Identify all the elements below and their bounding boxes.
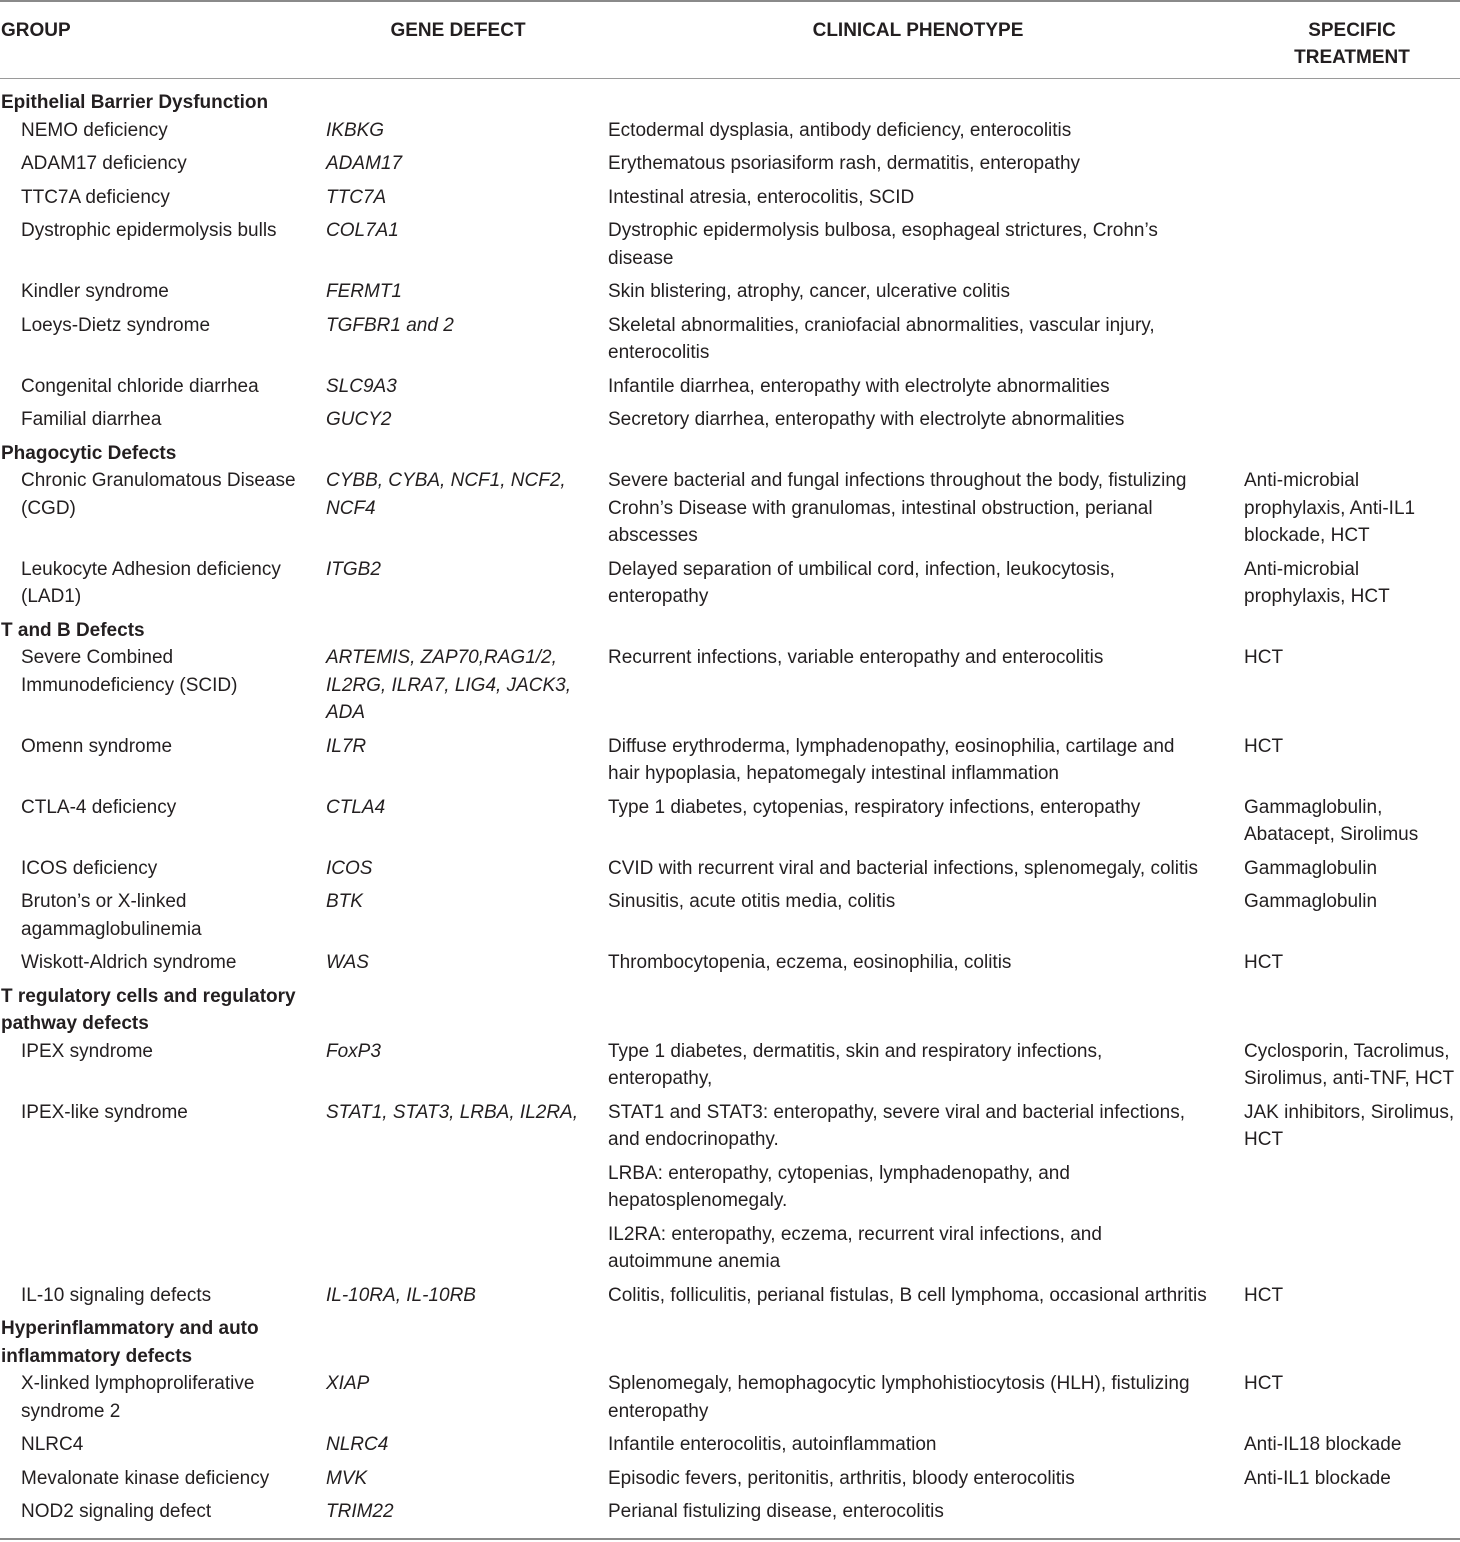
gene-defect: ADAM17 [326, 153, 403, 174]
gene-defect: ARTEMIS, ZAP70,RAG1/2, IL2RG, ILRA7, LIG4, JACK3, ADA [326, 647, 571, 723]
group-title: Phagocytic Defects [1, 442, 177, 464]
clinical-phenotype-text: Sinusitis, acute otitis media, colitis [608, 891, 896, 912]
table-row [0, 1465, 1460, 1493]
gene-defect: GUCY2 [326, 409, 392, 430]
clinical-phenotype [587, 1099, 1223, 1276]
table-row [0, 949, 1460, 977]
disorder-name: Wiskott-Aldrich syndrome [21, 952, 237, 973]
table-row [0, 1282, 1460, 1310]
clinical-phenotype-text: STAT1 and STAT3: enteropathy, severe viral and bacterial infections, and endocrinopathy. [608, 1101, 1185, 1150]
specific-treatment [1223, 278, 1460, 306]
clinical-phenotype [587, 373, 1223, 401]
specific-treatment: HCT [1244, 735, 1284, 757]
gene-defect: CTLA4 [326, 796, 386, 818]
gene-defect: TGFBR1 and 2 [326, 314, 454, 336]
clinical-phenotype-text: IL2RA: enteropathy, eczema, recurrent viral infections, and autoimmune anemia [608, 1223, 1102, 1272]
clinical-phenotype [587, 278, 1223, 306]
specific-treatment: HCT [1244, 1284, 1284, 1306]
disorder-name: ICOS deficiency [21, 857, 158, 879]
clinical-phenotype-text: Severe bacterial and fungal infections throughout the body, fistulizing Crohn’s Disease with granulomas, intestinal obstruction, perianal abscesses [608, 470, 1187, 546]
disorder-name: Omenn syndrome [21, 735, 173, 757]
group-title: T and B Defects [1, 619, 145, 641]
table-row [0, 217, 1460, 272]
clinical-phenotype-text: CVID with recurrent viral and bacterial infections, splenomegaly, colitis [608, 857, 1198, 879]
clinical-phenotype-text: Erythematous psoriasiform rash, dermatitis, enteropathy [608, 153, 1081, 174]
gene-defect: ITGB2 [326, 558, 381, 580]
table-body [0, 79, 1460, 1526]
table-row [0, 1038, 1460, 1093]
disorder-name: NOD2 signaling defect [21, 1501, 212, 1522]
clinical-phenotype [587, 467, 1223, 550]
specific-treatment: Gammaglobulin, Abatacept, Sirolimus [1244, 796, 1419, 845]
gene-defect: NLRC4 [326, 1434, 389, 1455]
gene-defect: FoxP3 [326, 1040, 381, 1062]
disorder-name: NEMO deficiency [21, 119, 168, 141]
disorder-name: Kindler syndrome [21, 281, 169, 302]
gene-defect: CYBB, CYBA, NCF1, NCF2, NCF4 [326, 470, 566, 519]
clinical-phenotype [587, 117, 1223, 145]
header-specific-treatment [1244, 17, 1460, 71]
disorder-name: CTLA-4 deficiency [21, 796, 177, 818]
disorder-name: Mevalonate kinase deficiency [21, 1467, 270, 1489]
gene-defect: IL-10RA, IL-10RB [326, 1284, 476, 1306]
specific-treatment: Gammaglobulin [1244, 857, 1378, 879]
gene-defect: COL7A1 [326, 220, 399, 241]
clinical-phenotype [587, 1282, 1223, 1310]
table-row [0, 467, 1460, 550]
disorder-name: IPEX-like syndrome [21, 1101, 188, 1123]
table-row [0, 184, 1460, 212]
specific-treatment: Anti-microbial prophylaxis, HCT [1244, 558, 1390, 607]
gene-defect: TTC7A [326, 186, 387, 208]
bottom-rule [0, 1538, 1460, 1540]
disorder-name: Familial diarrhea [21, 409, 162, 430]
clinical-phenotype [587, 855, 1223, 883]
clinical-phenotype [587, 150, 1223, 178]
clinical-phenotype-text: Episodic fevers, peritonitis, arthritis, bloody enterocolitis [608, 1467, 1075, 1489]
table-row [0, 373, 1460, 401]
clinical-phenotype [587, 406, 1223, 434]
header-treatment-line2: TREATMENT [1294, 47, 1410, 68]
disorder-name: X-linked lymphoproliferative syndrome 2 [21, 1373, 255, 1422]
gene-defect: WAS [326, 952, 369, 973]
gene-defect: STAT1, STAT3, LRBA, IL2RA, [326, 1101, 579, 1123]
disorder-name: Congenital chloride diarrhea [21, 375, 259, 397]
group-title: Hyperinflammatory and auto inflammatory defects [1, 1318, 259, 1367]
disorder-name: NLRC4 [21, 1434, 84, 1455]
clinical-phenotype [587, 733, 1223, 788]
specific-treatment: Cyclosporin, Tacrolimus, Sirolimus, anti-TNF, HCT [1244, 1040, 1455, 1089]
clinical-phenotype-text: Ectodermal dysplasia, antibody deficiency, enterocolitis [608, 119, 1072, 141]
disorder-name: Leukocyte Adhesion deficiency (LAD1) [21, 558, 281, 607]
clinical-phenotype [587, 312, 1223, 367]
clinical-phenotype [587, 794, 1223, 849]
specific-treatment [1223, 150, 1460, 178]
clinical-phenotype-text: Secretory diarrhea, enteropathy with electrolyte abnormalities [608, 409, 1125, 430]
disorder-name: Dystrophic epidermolysis bulls [21, 220, 277, 241]
gene-defect: IKBKG [326, 119, 385, 141]
clinical-phenotype [587, 1370, 1223, 1425]
table-row [0, 312, 1460, 367]
clinical-phenotype [587, 1431, 1223, 1459]
clinical-phenotype [587, 888, 1223, 943]
table-row [0, 644, 1460, 727]
header-clinical-phenotype: CLINICAL PHENOTYPE [812, 20, 1024, 41]
table-row [0, 1498, 1460, 1526]
table-row [0, 733, 1460, 788]
disorder-name: Loeys-Dietz syndrome [21, 314, 211, 336]
specific-treatment [1223, 1498, 1460, 1526]
clinical-phenotype-text: Diffuse erythroderma, lymphadenopathy, eosinophilia, cartilage and hair hypoplasia, hepatomegaly intestinal inflammation [608, 735, 1175, 784]
clinical-phenotype-text: Dystrophic epidermolysis bulbosa, esophageal strictures, Crohn’s disease [608, 220, 1158, 269]
table-row [0, 1099, 1460, 1276]
header-treatment-line1: SPECIFIC [1308, 20, 1396, 41]
table-row [0, 794, 1460, 849]
table-row [0, 888, 1460, 943]
disorder-name: Severe Combined Immunodeficiency (SCID) [21, 647, 238, 696]
clinical-phenotype-text: Colitis, folliculitis, perianal fistulas, B cell lymphoma, occasional arthritis [608, 1284, 1207, 1306]
specific-treatment: Anti-IL1 blockade [1244, 1467, 1391, 1489]
clinical-phenotype-text: Type 1 diabetes, cytopenias, respiratory infections, enteropathy [608, 796, 1141, 818]
group-title: T regulatory cells and regulatory pathway defects [1, 985, 296, 1034]
specific-treatment [1223, 217, 1460, 272]
clinical-phenotype [587, 1465, 1223, 1493]
clinical-phenotype [587, 556, 1223, 611]
clinical-phenotype-text: Type 1 diabetes, dermatitis, skin and respiratory infections, enteropathy, [608, 1040, 1103, 1089]
gene-defect: SLC9A3 [326, 375, 397, 397]
clinical-phenotype-text: Infantile enterocolitis, autoinflammation [608, 1434, 937, 1455]
disorder-name: IL-10 signaling defects [21, 1284, 212, 1306]
gene-defect: MVK [326, 1467, 368, 1489]
clinical-phenotype-text: Delayed separation of umbilical cord, infection, leukocytosis, enteropathy [608, 558, 1115, 607]
clinical-phenotype [587, 217, 1223, 272]
gene-defect: FERMT1 [326, 281, 402, 302]
specific-treatment: JAK inhibitors, Sirolimus, HCT [1244, 1101, 1455, 1150]
table-row [0, 855, 1460, 883]
clinical-phenotype-text: LRBA: enteropathy, cytopenias, lymphadenopathy, and hepatosplenomegaly. [608, 1162, 1070, 1211]
gene-defect: XIAP [326, 1373, 370, 1394]
table-header [0, 2, 1460, 79]
disorder-name: TTC7A deficiency [21, 186, 170, 208]
group-title: Epithelial Barrier Dysfunction [1, 92, 269, 113]
clinical-phenotype [587, 184, 1223, 212]
table-row [0, 1431, 1460, 1459]
clinical-phenotype-text: Infantile diarrhea, enteropathy with electrolyte abnormalities [608, 375, 1110, 397]
table-row [0, 150, 1460, 178]
specific-treatment: Anti-IL18 blockade [1244, 1434, 1402, 1455]
specific-treatment: Anti-microbial prophylaxis, Anti-IL1 blockade, HCT [1244, 470, 1416, 546]
table-row [0, 278, 1460, 306]
clinical-phenotype-text: Intestinal atresia, enterocolitis, SCID [608, 186, 915, 208]
clinical-phenotype-text: Recurrent infections, variable enteropathy and enterocolitis [608, 647, 1104, 668]
clinical-phenotype-text: Skin blistering, atrophy, cancer, ulcerative colitis [608, 281, 1010, 302]
specific-treatment: HCT [1244, 952, 1284, 973]
clinical-phenotype [587, 1498, 1223, 1526]
gene-defect: TRIM22 [326, 1501, 394, 1522]
gene-defect: ICOS [326, 857, 373, 879]
specific-treatment [1223, 312, 1460, 367]
clinical-phenotype [587, 644, 1223, 727]
clinical-phenotype [587, 1038, 1223, 1093]
specific-treatment [1223, 184, 1460, 212]
disorder-name: IPEX syndrome [21, 1040, 153, 1062]
gene-defect: IL7R [326, 735, 367, 757]
specific-treatment: HCT [1244, 1373, 1284, 1394]
clinical-phenotype-text: Perianal fistulizing disease, enterocolitis [608, 1501, 944, 1522]
table-row [0, 406, 1460, 434]
header-group: GROUP [1, 20, 71, 41]
clinical-phenotype-text: Skeletal abnormalities, craniofacial abnormalities, vascular injury, enterocolitis [608, 314, 1155, 363]
disorder-name: ADAM17 deficiency [21, 153, 187, 174]
table-row [0, 1370, 1460, 1425]
disorder-name: Bruton’s or X-linked agammaglobulinemia [21, 891, 202, 940]
table-row [0, 117, 1460, 145]
specific-treatment: HCT [1244, 647, 1284, 668]
specific-treatment: Gammaglobulin [1244, 891, 1378, 912]
clinical-phenotype-text: Splenomegaly, hemophagocytic lymphohistiocytosis (HLH), fistulizing enteropathy [608, 1373, 1190, 1422]
specific-treatment [1223, 117, 1460, 145]
disorder-name: Chronic Granulomatous Disease (CGD) [21, 470, 296, 519]
specific-treatment [1223, 406, 1460, 434]
table-row [0, 556, 1460, 611]
clinical-phenotype [587, 949, 1223, 977]
header-gene-defect: GENE DEFECT [390, 20, 526, 41]
gene-defect: BTK [326, 891, 363, 912]
specific-treatment [1223, 373, 1460, 401]
clinical-phenotype-text: Thrombocytopenia, eczema, eosinophilia, colitis [608, 952, 1012, 973]
